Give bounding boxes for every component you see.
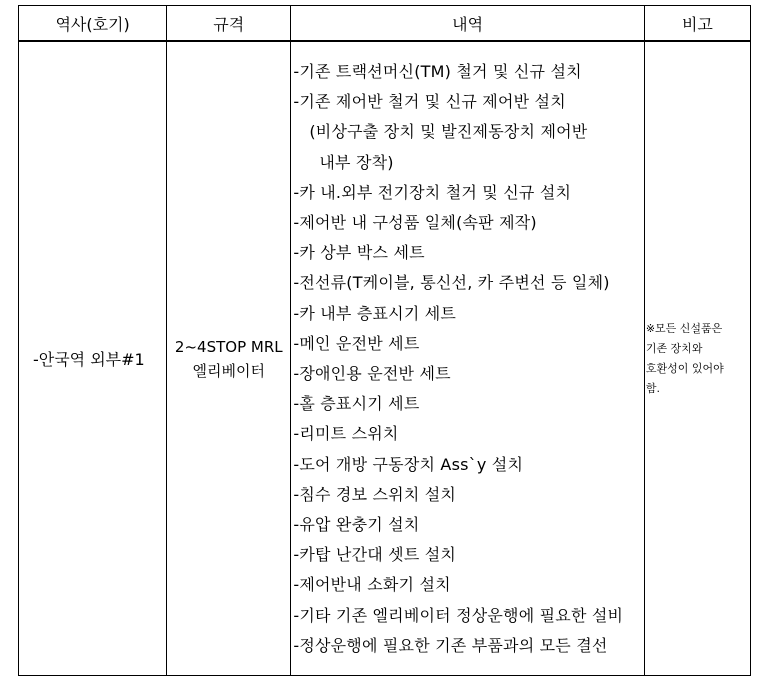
list-item: -기타 기존 엘리베이터 정상운행에 필요한 설비	[293, 605, 624, 625]
remarks-line: 기존 장치와	[645, 341, 703, 355]
list-item: -홀 층표시기 세트	[293, 394, 420, 414]
list-item: -장애인용 운전반 세트	[293, 364, 451, 384]
list-item: -제어반내 소화기 설치	[293, 575, 451, 595]
list-item: 내부 장착)	[319, 152, 394, 172]
list-item: -카 내부 층표시기 세트	[293, 303, 457, 323]
list-item: -정상운행에 필요한 기존 부품과의 모든 결선	[293, 635, 608, 655]
list-item: -리미트 스위치	[293, 424, 399, 444]
list-item: -도어 개방 구동장치 Ass`y 설치	[293, 454, 524, 474]
remarks-cell	[644, 41, 750, 676]
table-row	[19, 41, 751, 676]
details-cell	[291, 41, 644, 676]
list-item: -카 내.외부 전기장치 철거 및 신규 설치	[293, 182, 572, 202]
header-remarks: 비고	[644, 6, 750, 42]
list-item: -전선류(T케이블, 통신선, 카 주변선 등 일체)	[293, 273, 610, 293]
list-item: -기존 트랙션머신(TM) 철거 및 신규 설치	[293, 62, 582, 81]
remarks-line: ※모든 신설품은	[645, 321, 723, 335]
list-item: -메인 운전반 세트	[293, 333, 420, 353]
spec-line: 2~4STOP MRL	[174, 337, 283, 356]
header-spec: 규격	[167, 6, 291, 42]
header-row	[19, 6, 751, 42]
header-details: 내역	[291, 6, 644, 42]
remarks-line: 호환성이 있어야	[645, 361, 724, 375]
list-item: -침수 경보 스위치 설치	[293, 484, 457, 504]
remarks-line: 함.	[645, 381, 660, 395]
spec-line: 엘리베이터	[192, 361, 265, 380]
list-item: -카탑 난간대 셋트 설치	[293, 545, 457, 565]
list-item: (비상구출 장치 및 발진제동장치 제어반	[309, 122, 588, 142]
list-item: -기존 제어반 철거 및 신규 제어반 설치	[293, 92, 566, 112]
list-item: -카 상부 박스 세트	[293, 243, 425, 263]
details-list	[291, 42, 643, 661]
spec-cell	[167, 41, 291, 676]
header-station: 역사(호기)	[19, 6, 167, 42]
station-cell: -안국역 외부#1	[19, 41, 167, 676]
spec-table	[18, 5, 751, 676]
list-item: -제어반 내 구성품 일체(속판 제작)	[293, 213, 537, 233]
list-item: -유압 완충기 설치	[293, 515, 420, 535]
